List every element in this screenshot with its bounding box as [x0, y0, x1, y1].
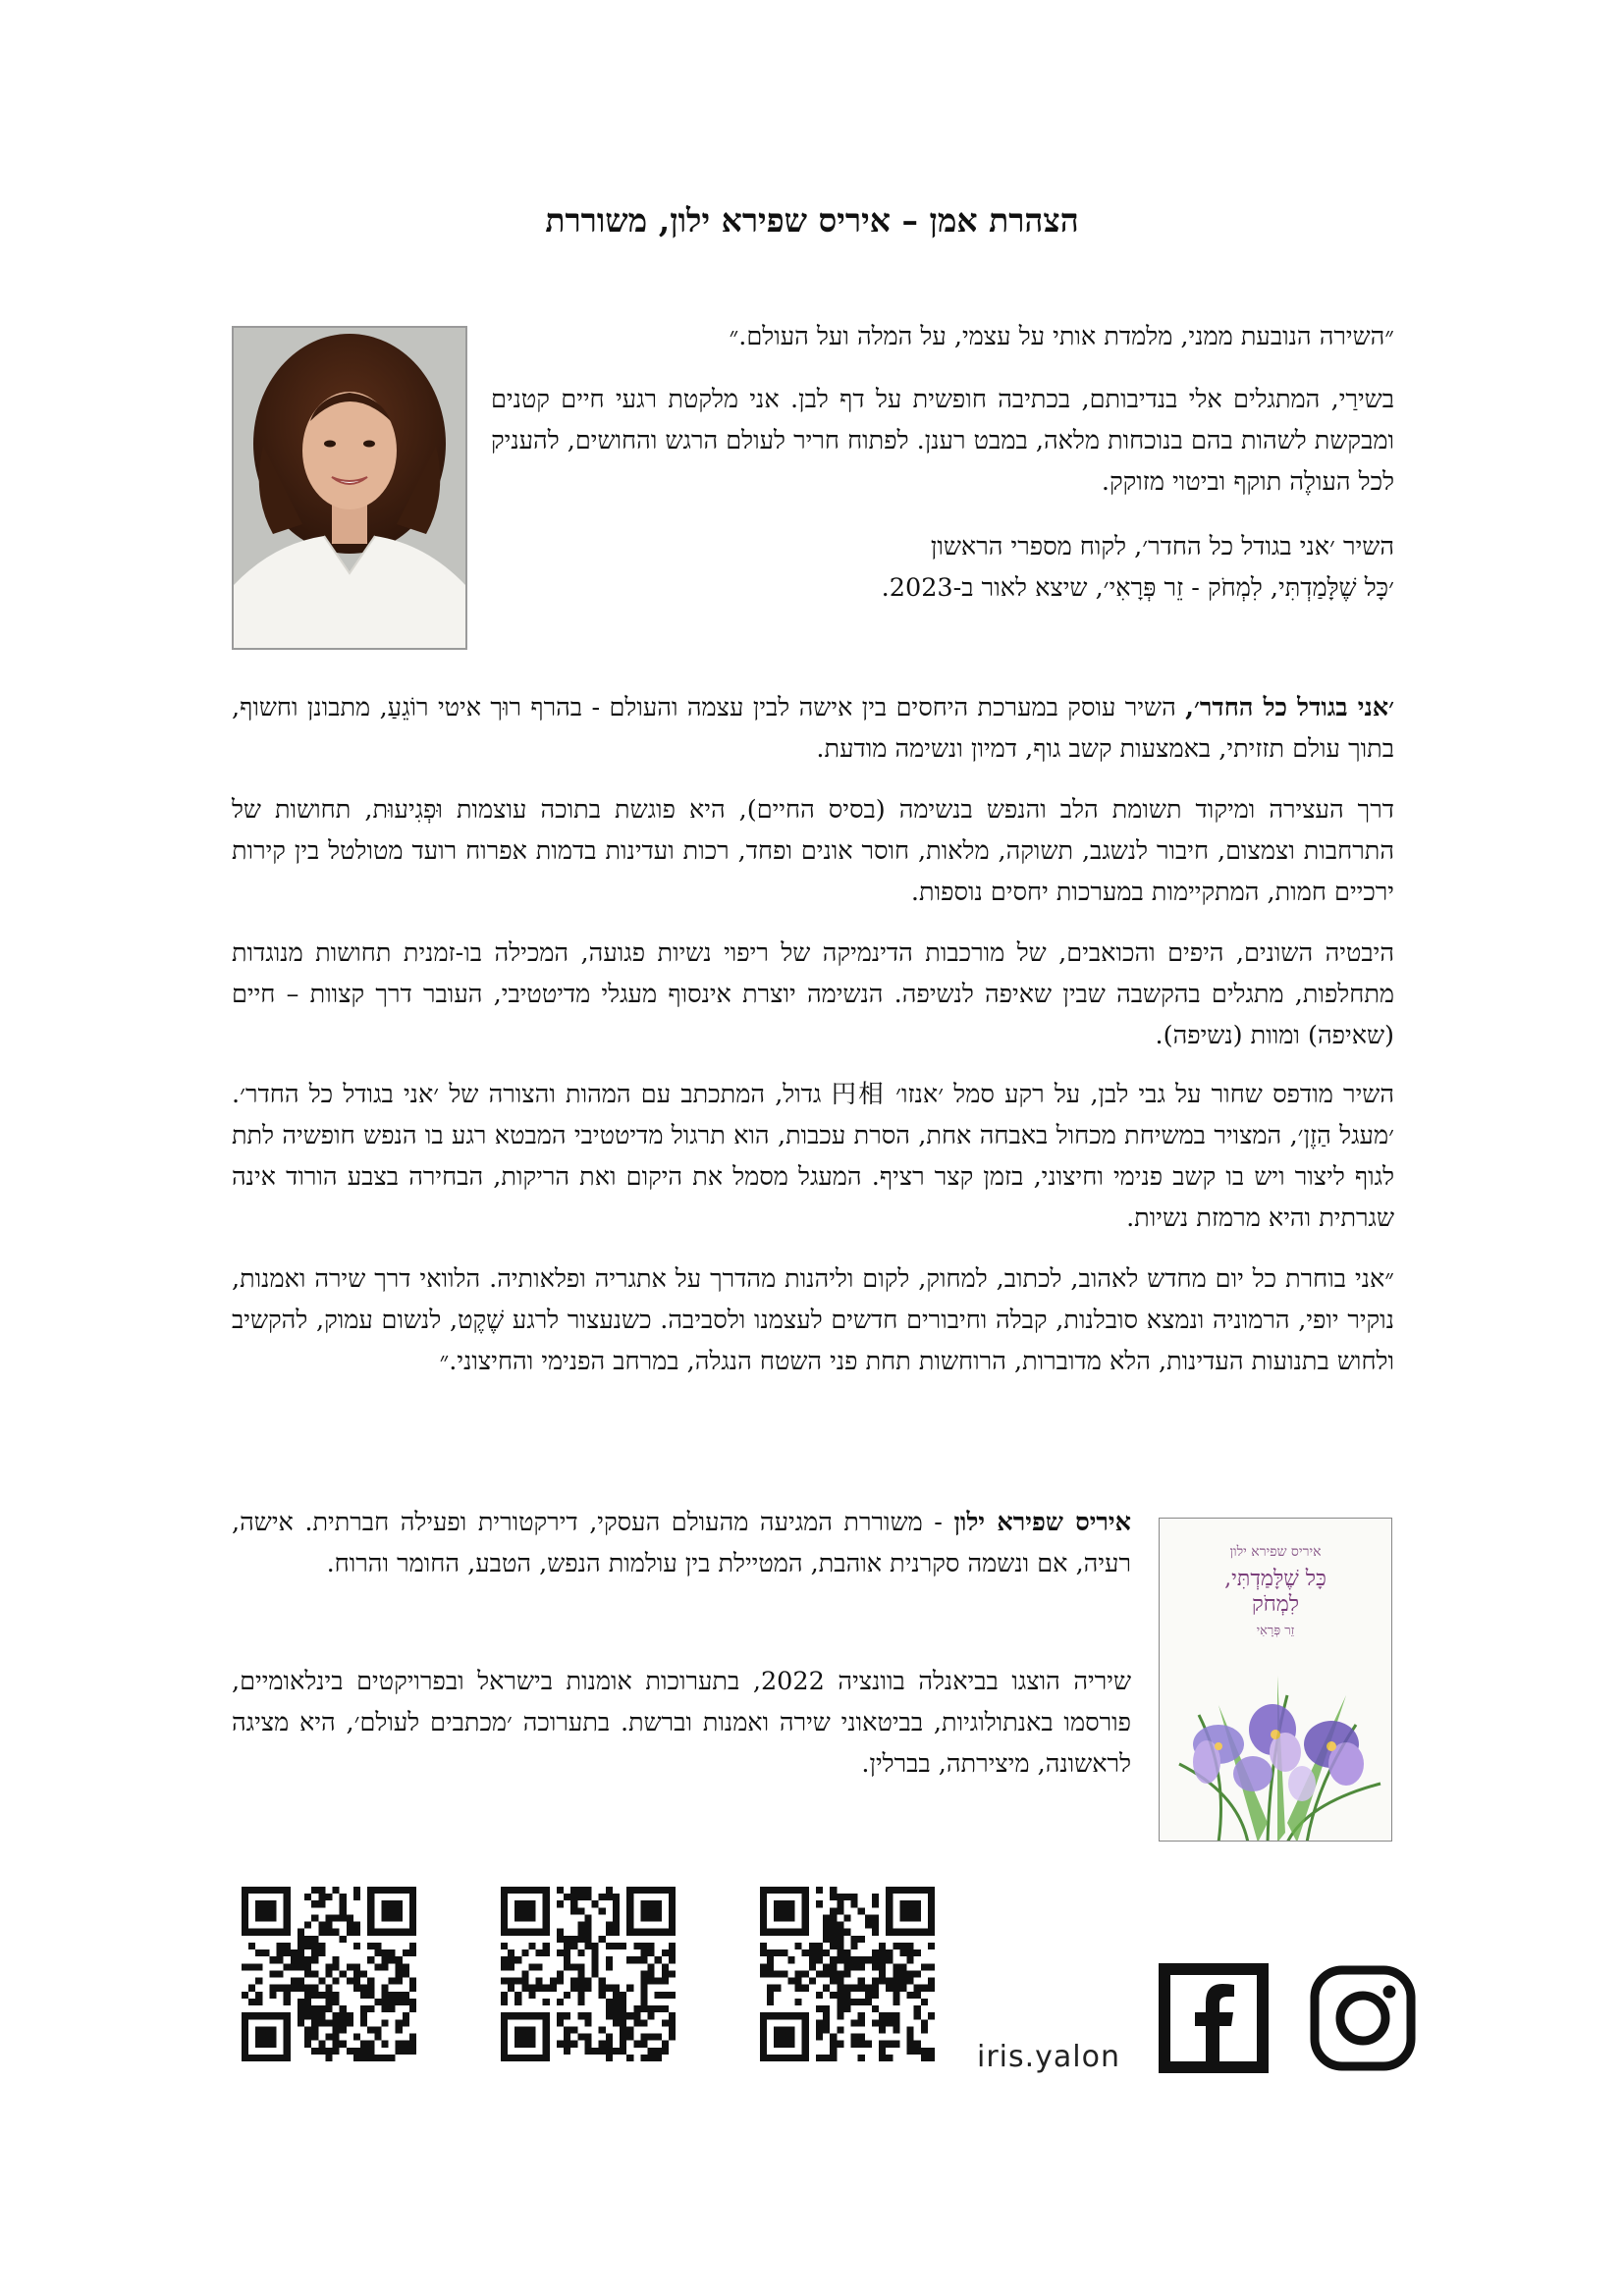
- book-subtitle: זֵר פְּרָאִי: [1256, 1624, 1295, 1638]
- qr-code-2[interactable]: [501, 1887, 676, 2061]
- qr-code-3[interactable]: [760, 1887, 935, 2061]
- iris-flowers-illustration: [1160, 1636, 1391, 1842]
- book-title-line-2: לִמְחֹק: [1251, 1592, 1300, 1617]
- poem-name: ׳אני בגודל כל החדר׳,: [1185, 693, 1395, 722]
- intro-paragraph: בשירַי, המתגלים אלי בנדיבותם, בכתיבה חופשית על דף לבן. אני מלקטת רגעי חיים קטנים ומבקשת לשהות בהם בנוכחות מלאה, במבט רענן. לפתוח חריר לעולם הרגש והחושים, להעניק לכל העולֶה תוקף וביטוי מזוקק.: [491, 385, 1394, 497]
- page-title: הצהרת אמן – איריס שפירא ילון, משוררת: [545, 201, 1079, 240]
- social-handle[interactable]: iris.yalon: [977, 2040, 1121, 2074]
- intro-book-line-1: השיר ׳אני בגודל כל החדר׳, לקוח מספרי הראשון: [930, 532, 1394, 561]
- bio-paragraph-2: שיריה הוצגו בביאנלה בוונציה 2022, בתערוכות אומנות בישראל ובפרויקטים בינלאומיים, פורסמו באנתולוגיות, בביטאוני שירה ואמנות וברשת. בתערוכה ׳מכתבים לעולם׳, היא מציגה לראשונה, מיצירתה, בברלין.: [232, 1667, 1132, 1779]
- body-paragraph-1: ׳אני בגודל כל החדר׳, השיר עוסק במערכת היחסים בין אישה לבין עצמה והעולם - בהרף רוּך איטי רוֹגֵעַ, מתבונן וחשוף, בתוך עולם תזזיתי, באמצעות קשב גוף, דמיון ונשימה מודעת.: [232, 693, 1395, 764]
- intro-book-line-2: ׳כָּל שֶׁלָּמַדְתִּי, לִמְחֹק - זֵר פְּרָאִי׳, שיצא לאור ב-2023.: [881, 573, 1394, 603]
- qr-code-1[interactable]: [242, 1887, 416, 2061]
- body-paragraph-3: היבטיה השונים, היפים והכואבים, של מורכבות הדינמיקה של ריפוי נשיות פגועה, המכילה בו-זמנית תחושות מנוגדות מתחלפות, מתגלים בהקשבה שבין שאיפה לנשיפה. הנשימה יוצרת אינסוף מעגלי מדיטטיבי, העובר דרך קצוות – חיים (שאיפה) ומוות (נשיפה).: [232, 938, 1394, 1050]
- book-cover: [1159, 1518, 1392, 1842]
- book-author: איריס שפירא ילון: [1229, 1544, 1322, 1560]
- body-paragraph-4: השיר מודפס שחור על גבי לבן, על רקע סמל ׳אנזו׳ 円相 גדול, המתכתב עם המהות והצורה של ׳אני בגודל כל החדר׳. ׳מעגל הַזֶן׳, המצויר במשיחת מכחול באבחה אחת, הסרת עכבות, הוא תרגול מדיטטיבי המבטא רגע בו הנפש חופשיה לתת לגוף ליצור ויש בו קשב פנימי וחיצוני, בזמן קצר רציף. המעגל מסמל את היקום ואת הריקות, הבחירה בצבע הורוד אינה שגרתית והיא מרמזת נשיות.: [232, 1080, 1394, 1233]
- author-photo: [232, 326, 467, 650]
- bio-name: איריס שפירא ילון: [953, 1508, 1131, 1537]
- book-title-line-1: כָּל שֶׁלָּמַדְתִּי,: [1224, 1567, 1326, 1591]
- bio-paragraph-1: איריס שפירא ילון - משוררת המגיעה מהעולם העסקי, דירקטורית ופעילה חברתית. אישה, רעיה, אם ונשמה סקרנית אוהבת, המטיילת בין עולמות הנפש, הטבע, החומר והרוח.: [232, 1508, 1131, 1578]
- body-paragraph-2: דרך העצירה ומיקוד תשומת הלב והנפש בנשימה (בסיס החיים), היא פוגשת בתוכה עוצמות וּפְגִיעוּת, תחושות של התרחבות וצמצום, חיבור לנשגב, תשוקה, מלאות, חוסר אונים ופחד, רכות ועדינות בדמות אפרוח רועד מטולטל בין קירות ירכיים חמות, המתקיימות במערכות יחסים נוספות.: [232, 795, 1394, 907]
- intro-quote: ״השירה הנובעת ממני, מלמדת אותי על עצמי, על המלה ועל העולם.״: [729, 322, 1394, 351]
- facebook-icon[interactable]: [1159, 1963, 1269, 2073]
- body-paragraph-5: ״אני בוחרת כל יום מחדש לאהוב, לכתוב, למחוק, לקום וליהנות מהדרך על אתגריה ופלאותיה. הלוואי דרך שירה ואמנות, נוקיר יופי, הרמוניה ונמצא סובלנות, קבלה וחיבורים חדשים לעצמנו ולסביבה. כשנעצור לרגע שֶׁקֶט, לנשום עמוק, להקשיב ולחוש בתנועות העדינות, הלא מדוברות, הרוחשות תחת פני השטח הנגלה, במרחב הפנימי והחיצוני.״: [232, 1264, 1394, 1376]
- instagram-icon[interactable]: [1310, 1965, 1416, 2071]
